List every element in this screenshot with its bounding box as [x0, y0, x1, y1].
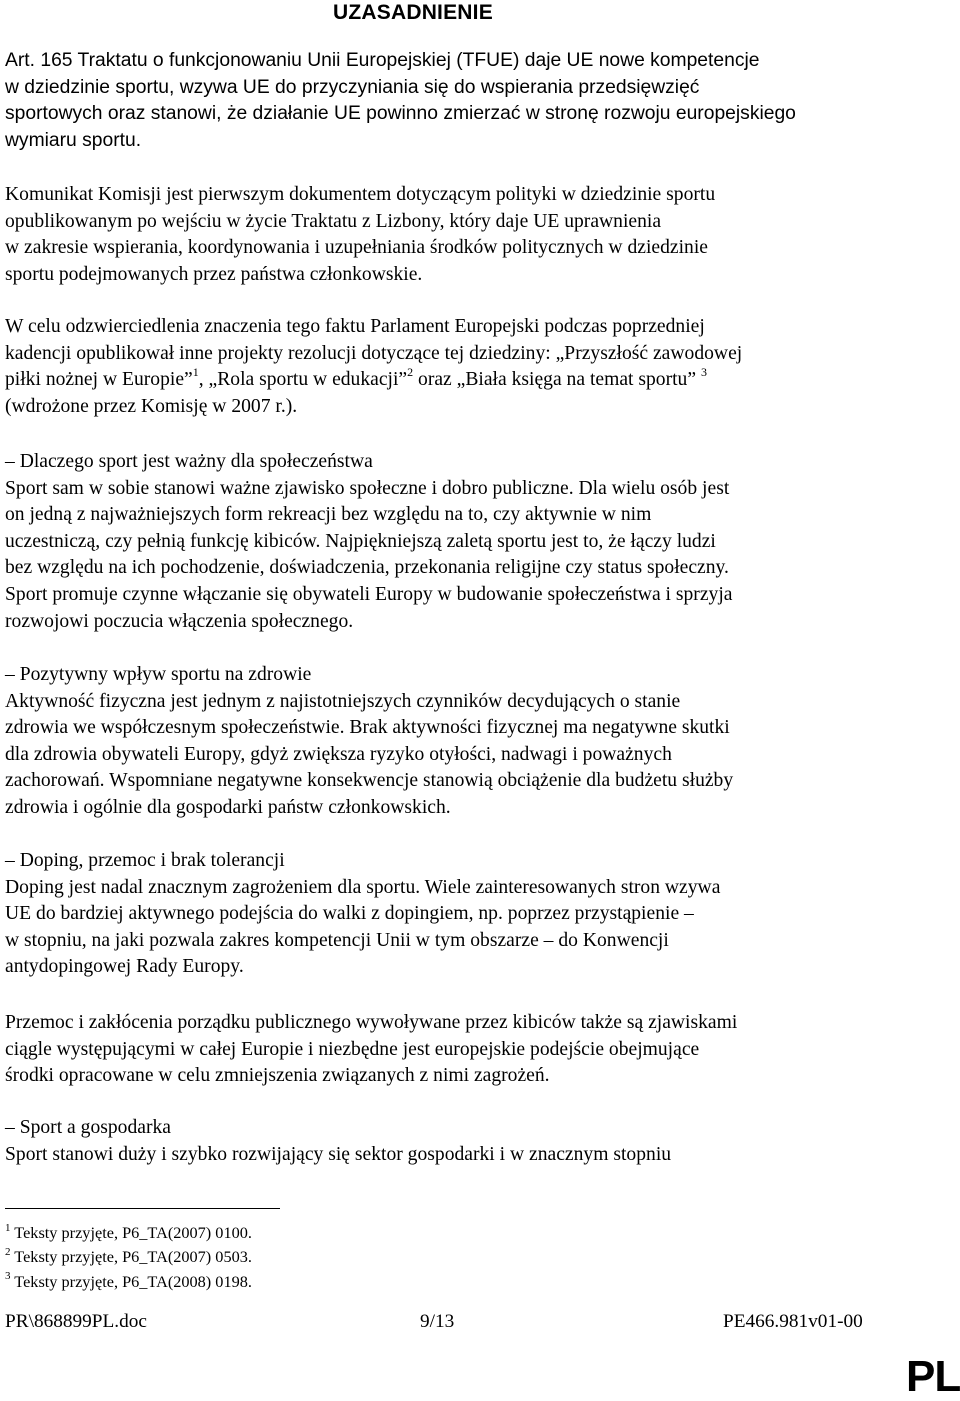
communication-paragraph [5, 182, 905, 288]
footnote-3 [5, 1270, 252, 1294]
footnotes [5, 1221, 252, 1294]
parliament-line: kadencji opublikował inne projekty rezolucji dotyczące tej dziedziny: „Przyszłość zawodowej [5, 342, 743, 364]
parliament-line [5, 364, 905, 394]
footnote-reference-2: 2 [407, 364, 414, 379]
parliament-text: piłki nożnej w Europie” [5, 369, 193, 391]
section-title: – Pozytywny wpływ sportu na zdrowie [5, 664, 312, 685]
section-line: zdrowia i ogólnie dla gospodarki państw członkowskich. [5, 796, 451, 818]
section-line: zdrowia we współczesnym społeczeństwie. Brak aktywności fizycznej ma negatywne skutki [5, 717, 730, 739]
footnote-number: 1 [5, 1221, 11, 1234]
intro-paragraph [5, 48, 905, 154]
section-line: Sport sam w sobie stanowi ważne zjawisko społeczne i dobro publiczne. Dla wielu osób jest [5, 477, 730, 499]
footnote-reference-1: 1 [192, 364, 199, 379]
language-code: PL [906, 1352, 960, 1401]
section-line: bez względu na ich pochodzenie, doświadczenia, przekonania religijne czy status społeczny. [5, 557, 729, 579]
footnote-number: 2 [5, 1245, 11, 1258]
section-line: uczestniczą, czy pełnią funkcję kibiców. Najpiękniejszą zaletą sportu jest to, że łączy ludzi [5, 530, 716, 552]
footnote-text: Teksty przyjęte, P6_TA(2007) 0503. [10, 1247, 252, 1267]
section-line: UE do bardziej aktywnego podejścia do walki z dopingiem, np. poprzez przystąpienie – [5, 903, 694, 925]
footnote-text: Teksty przyjęte, P6_TA(2007) 0100. [10, 1223, 252, 1242]
section-line: rozwojowi poczucia włączenia społecznego. [5, 610, 354, 632]
parliament-paragraph [5, 314, 905, 420]
intro-line: sportowych oraz stanowi, że działanie UE powinno zmierzać w stronę rozwoju europejskiego [5, 103, 796, 124]
parliament-line: W celu odzwierciedlenia znaczenia tego faktu Parlament Europejski podczas poprzedniej [5, 316, 705, 337]
footnote-number: 3 [5, 1270, 11, 1283]
communication-line: Komunikat Komisji jest pierwszym dokumentem dotyczącym polityki w dziedzinie sportu [5, 184, 716, 205]
section-line: Sport stanowi duży i szybko rozwijający się sektor gospodarki i w znacznym stopniu [5, 1143, 672, 1165]
section-line: w stopniu, na jaki pozwala zakres kompetencji Unii w tym obszarze – do Konwencji [5, 929, 669, 951]
section-line: Aktywność fizyczna jest jednym z najistotniejszych czynników decydujących o stanie [5, 690, 681, 712]
parliament-line: (wdrożone przez Komisję w 2007 r.). [5, 395, 298, 417]
intro-line: w dziedzinie sportu, wzywa UE do przyczyniania się do wspierania przedsięwzięć [5, 76, 700, 98]
section-line: zachorowań. Wspomniane negatywne konsekwencje stanowią obciążenie dla budżetu służby [5, 770, 734, 792]
violence-paragraph [5, 1010, 905, 1090]
intro-line: Art. 165 Traktatu o funkcjonowaniu Unii Europejskiej (TFUE) daje UE nowe kompetencje [5, 50, 760, 71]
section-health [5, 662, 905, 822]
communication-line: sportu podejmowanych przez państwa członkowskie. [5, 263, 423, 285]
intro-line: wymiaru sportu. [5, 129, 142, 151]
footer-file-reference: PR\868899PL.doc [5, 1311, 147, 1332]
footnote-reference-3: 3 [700, 364, 707, 379]
parliament-text: , „Rola sportu w edukacji” [198, 369, 408, 391]
section-title: – Doping, przemoc i brak tolerancji [5, 850, 285, 871]
parliament-text: oraz „Biała księga na temat sportu” [413, 369, 697, 391]
document-heading: UZASADNIENIE [333, 1, 493, 24]
section-title: – Dlaczego sport jest ważny dla społeczeństwa [5, 451, 373, 472]
footnote-1 [5, 1221, 252, 1245]
violence-line: ciągle występującymi w całej Europie i niezbędne jest europejskie podejście obejmujące [5, 1038, 700, 1060]
footnote-text: Teksty przyjęte, P6_TA(2008) 0198. [10, 1271, 252, 1291]
footer-page-number: 9/13 [420, 1311, 455, 1332]
section-line: Doping jest nadal znacznym zagrożeniem dla sportu. Wiele zainteresowanych stron wzywa [5, 876, 721, 898]
section-doping [5, 848, 905, 981]
violence-line: Przemoc i zakłócenia porządku publicznego wywoływane przez kibiców także są zjawiskami [5, 1012, 738, 1033]
footnote-2 [5, 1245, 252, 1269]
section-importance [5, 449, 905, 635]
communication-line: w zakresie wspierania, koordynowania i uzupełniania środków politycznych w dziedzinie [5, 237, 708, 259]
footnote-separator [5, 1208, 280, 1209]
footer-document-code: PE466.981v01-00 [723, 1311, 863, 1332]
section-line: dla zdrowia obywateli Europy, gdyż zwiększa ryzyko otyłości, nadwagi i poważnych [5, 743, 672, 765]
violence-line: środki opracowane w celu zmniejszenia związanych z nimi zagrożeń. [5, 1065, 550, 1087]
section-title: – Sport a gospodarka [5, 1117, 171, 1138]
communication-line: opublikowanym po wejściu w życie Traktatu z Lizbony, który daje UE uprawnienia [5, 210, 662, 232]
section-economy [5, 1115, 905, 1168]
section-line: Sport promuje czynne włączanie się obywateli Europy w budowanie społeczeństwa i sprzyja [5, 583, 733, 605]
section-line: on jedną z najważniejszych form rekreacji bez względu na to, czy aktywnie w nim [5, 504, 652, 526]
section-line: antydopingowej Rady Europy. [5, 956, 244, 978]
